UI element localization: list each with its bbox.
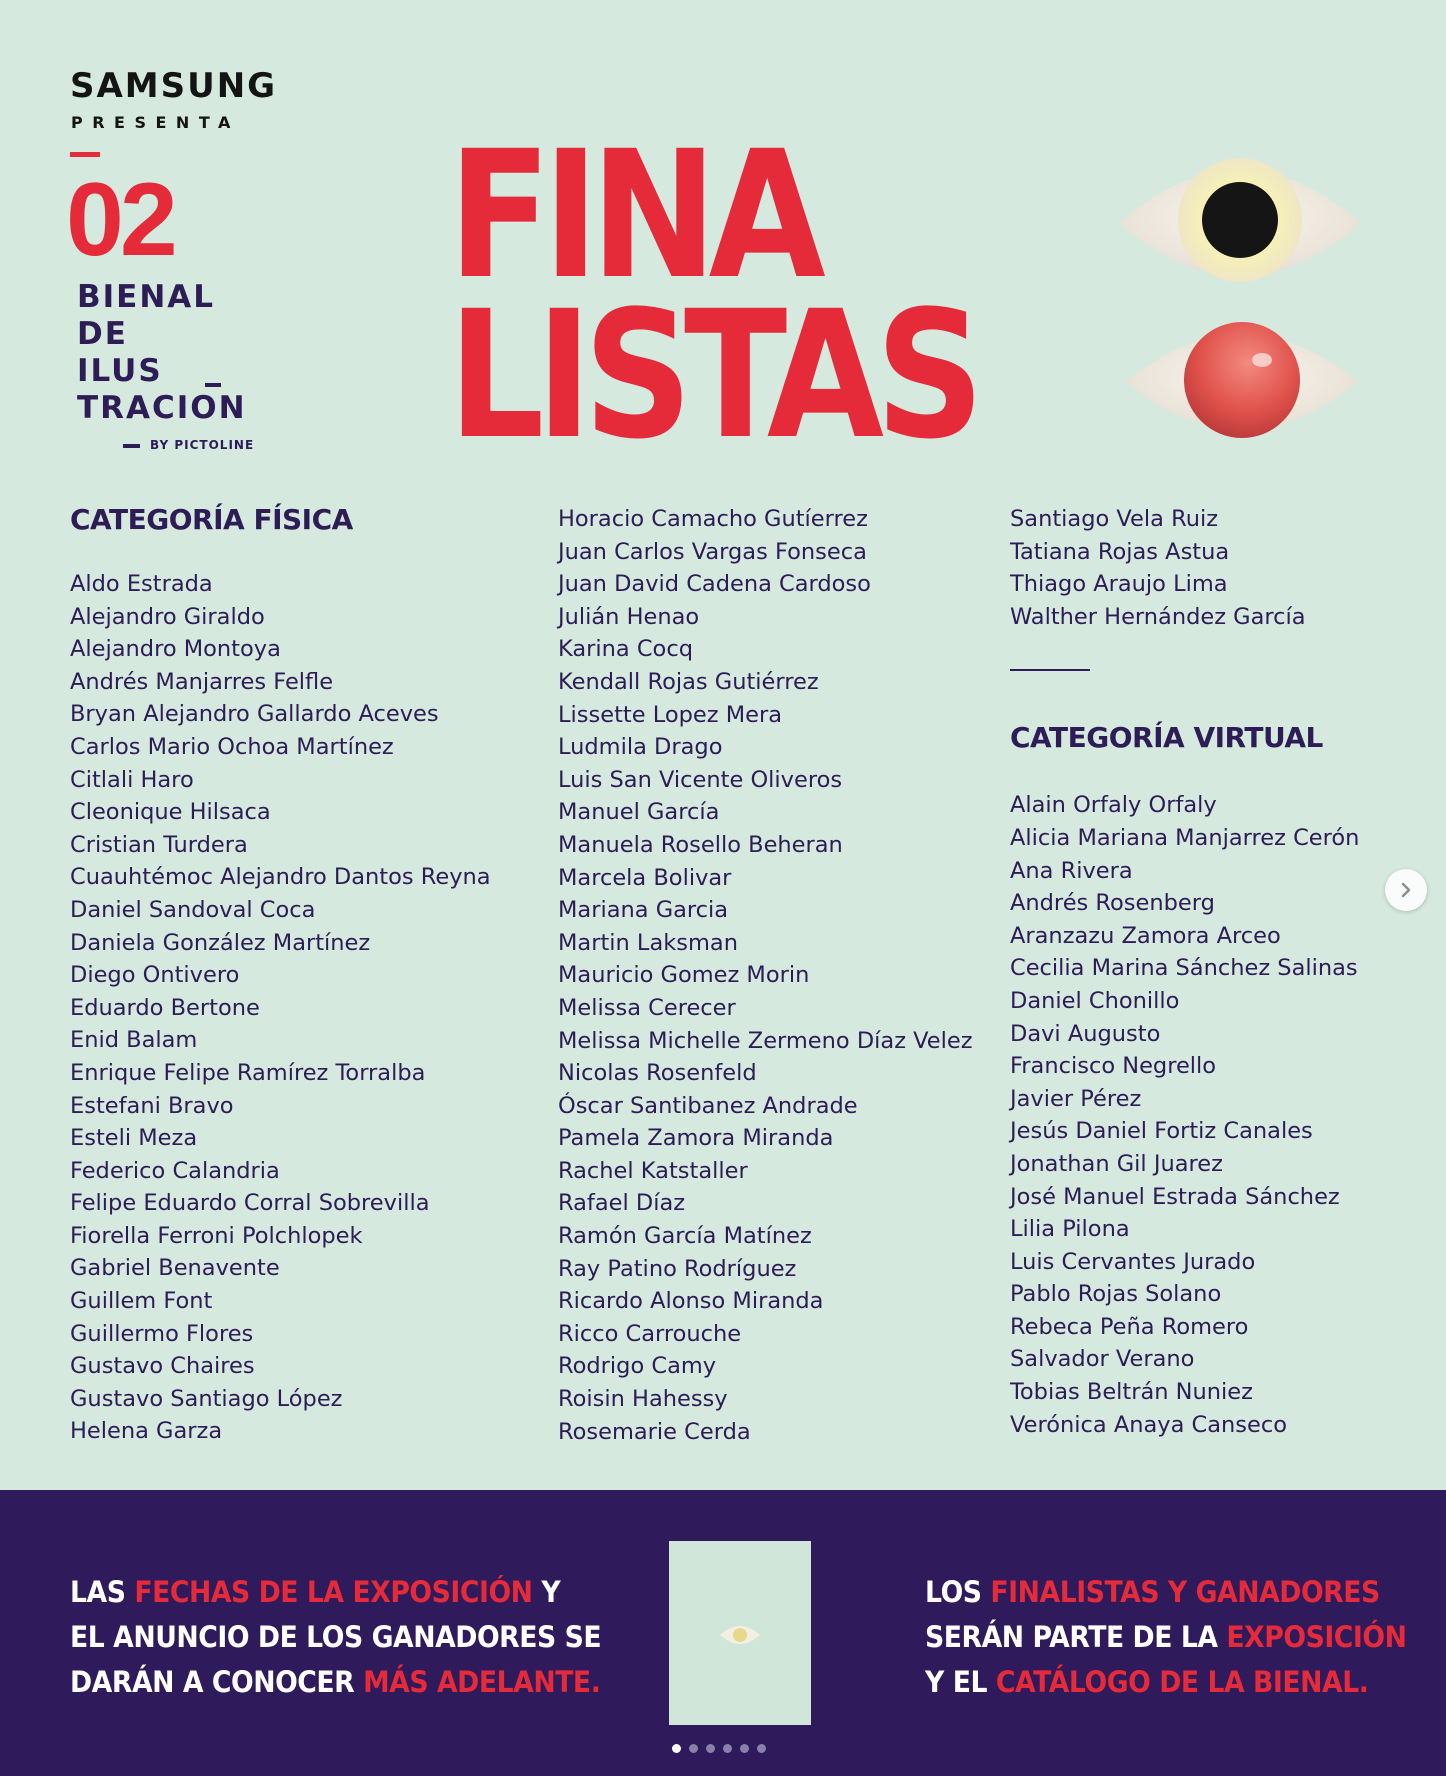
- banner-note-left: [70, 1570, 601, 1705]
- finalist-name: Ray Patino Rodríguez: [558, 1255, 797, 1282]
- banner-text: Y: [532, 1575, 561, 1609]
- edition-number: 02: [66, 162, 174, 278]
- finalist-name: Cristian Turdera: [70, 831, 248, 858]
- column-3: [1010, 503, 1359, 1441]
- finalist-name: Francisco Negrello: [1010, 1053, 1217, 1080]
- categoria-virtual-heading: CATEGORÍA VIRTUAL: [1010, 721, 1323, 755]
- bottom-banner: [0, 1490, 1446, 1776]
- red-eye-icon: [1122, 312, 1362, 452]
- finalist-name: Tatiana Rojas Astua: [1010, 538, 1230, 565]
- finalist-name: Luis San Vicente Oliveros: [558, 766, 843, 793]
- finalist-name: Melissa Cerecer: [558, 994, 736, 1021]
- navy-dash-decoration: [205, 383, 221, 387]
- finalist-name: Karina Cocq: [558, 636, 693, 663]
- finalist-name: Alain Orfaly Orfaly: [1010, 792, 1217, 819]
- finalist-name: Gustavo Chaires: [70, 1353, 255, 1380]
- banner-note-right: [925, 1570, 1406, 1705]
- finalist-name: Juan Carlos Vargas Fonseca: [558, 538, 867, 565]
- column-fisica-1: [70, 503, 491, 1448]
- title-line-2: LISTAS: [448, 273, 976, 478]
- column-fisica-2: [558, 503, 973, 1448]
- presenta-label: PRESENTA: [71, 113, 240, 132]
- finalist-name: Esteli Meza: [70, 1125, 198, 1152]
- carousel-dot[interactable]: [672, 1744, 681, 1753]
- finalist-name: Walther Hernández García: [1010, 603, 1306, 630]
- finalist-name: Jonathan Gil Juarez: [1010, 1150, 1223, 1177]
- finalist-name: Tobias Beltrán Nuniez: [1010, 1379, 1253, 1406]
- bienal-logo-text: [77, 279, 247, 427]
- finalist-name: Rachel Katstaller: [558, 1157, 748, 1184]
- banner-highlight: CATÁLOGO DE LA BIENAL.: [995, 1665, 1369, 1699]
- finalist-name: Horacio Camacho Gutíerrez: [558, 506, 868, 532]
- finalist-name: Enrique Felipe Ramírez Torralba: [70, 1059, 426, 1086]
- eye-icon: [719, 1623, 761, 1647]
- finalist-name: Andrés Manjarres Felfle: [70, 668, 334, 695]
- banner-highlight: EXPOSICIÓN: [1226, 1620, 1407, 1654]
- page-title: [448, 113, 976, 478]
- finalist-name: Felipe Eduardo Corral Sobrevilla: [70, 1190, 430, 1217]
- finalist-name: Juan David Cadena Cardoso: [558, 571, 871, 598]
- finalist-name: Javier Pérez: [1010, 1085, 1142, 1112]
- finalist-name: José Manuel Estrada Sánchez: [1010, 1183, 1340, 1210]
- finalist-name: Kendall Rojas Gutiérrez: [558, 668, 819, 695]
- eye-icon: [1115, 148, 1365, 294]
- finalist-name: Lilia Pilona: [1010, 1216, 1130, 1243]
- carousel-dot[interactable]: [689, 1744, 698, 1753]
- finalist-name: Mauricio Gomez Morin: [558, 962, 810, 989]
- finalist-name: Ricco Carrouche: [558, 1320, 742, 1347]
- banner-text: DARÁN A CONOCER: [70, 1665, 364, 1699]
- finalist-name: Ludmila Drago: [558, 734, 723, 761]
- thumbnail-card: [669, 1541, 811, 1725]
- finalist-name: Salvador Verano: [1010, 1346, 1195, 1373]
- finalist-name: Pamela Zamora Miranda: [558, 1125, 834, 1152]
- finalist-name: Pablo Rojas Solano: [1010, 1281, 1222, 1308]
- finalist-name: Mariana Garcia: [558, 897, 729, 924]
- finalist-name: Roisin Hahessy: [558, 1386, 728, 1413]
- banner-text: LAS: [70, 1575, 135, 1609]
- banner-text: LOS: [925, 1575, 991, 1609]
- finalist-name: Martin Laksman: [558, 929, 738, 956]
- title-line-1: FINA: [448, 113, 818, 318]
- finalist-name: Ramón García Matínez: [558, 1223, 812, 1250]
- finalist-list-fisica-1: [70, 568, 491, 1448]
- finalist-name: Rafael Díaz: [558, 1190, 686, 1217]
- samsung-logo: SAMSUNG: [70, 66, 278, 106]
- finalist-name: Nicolas Rosenfeld: [558, 1060, 757, 1087]
- finalist-name: Gabriel Benavente: [70, 1255, 280, 1282]
- finalist-name: Lissette Lopez Mera: [558, 701, 783, 728]
- carousel-dot[interactable]: [706, 1744, 715, 1753]
- finalist-name: Melissa Michelle Zermeno Díaz Velez: [558, 1027, 973, 1054]
- finalist-name: Luis Cervantes Jurado: [1010, 1248, 1256, 1275]
- by-pictoline-label: BY PICTOLINE: [150, 438, 255, 452]
- chevron-right-icon: [1398, 882, 1414, 898]
- categoria-fisica-heading: CATEGORÍA FÍSICA: [70, 503, 353, 536]
- finalist-name: Gustavo Santiago López: [70, 1385, 343, 1412]
- finalist-name: Bryan Alejandro Gallardo Aceves: [70, 701, 439, 728]
- finalist-name: Julián Henao: [558, 603, 700, 630]
- finalist-name: Manuel García: [558, 799, 720, 826]
- red-dash-decoration: [70, 152, 100, 157]
- section-divider: [1010, 669, 1090, 671]
- finalist-list-virtual: [1010, 789, 1359, 1441]
- finalist-name: Daniela González Martínez: [70, 929, 371, 956]
- carousel-dot[interactable]: [740, 1744, 749, 1753]
- finalist-name: Andrés Rosenberg: [1010, 890, 1215, 917]
- finalist-name: Cecilia Marina Sánchez Salinas: [1010, 955, 1358, 982]
- finalist-name: Rodrigo Camy: [558, 1353, 717, 1380]
- finalist-name: Daniel Sandoval Coca: [70, 896, 316, 923]
- finalist-name: Alicia Mariana Manjarrez Cerón: [1010, 824, 1360, 851]
- finalist-name: Alejandro Giraldo: [70, 603, 265, 630]
- finalist-name: Enid Balam: [70, 1027, 198, 1054]
- finalist-name: Helena Garza: [70, 1418, 223, 1445]
- banner-text: EL ANUNCIO DE LOS GANADORES SE: [70, 1620, 602, 1654]
- finalist-name: Fiorella Ferroni Polchlopek: [70, 1222, 363, 1249]
- finalist-name: Jesús Daniel Fortiz Canales: [1010, 1118, 1313, 1145]
- finalist-name: Aranzazu Zamora Arceo: [1010, 922, 1281, 949]
- banner-highlight: MÁS ADELANTE.: [363, 1665, 601, 1699]
- finalist-list-fisica-2: [558, 503, 973, 1448]
- carousel-dot[interactable]: [723, 1744, 732, 1753]
- finalist-name: Davi Augusto: [1010, 1020, 1161, 1047]
- finalist-name: Cuauhtémoc Alejandro Dantos Reyna: [70, 864, 491, 891]
- bienal-line: BIENAL: [77, 279, 216, 315]
- bienal-line: TRACION: [77, 390, 247, 426]
- finalist-name: Rebeca Peña Romero: [1010, 1313, 1249, 1340]
- finalist-name: Marcela Bolivar: [558, 864, 732, 891]
- banner-text: SERÁN PARTE DE LA: [925, 1620, 1227, 1654]
- finalist-name: Citlali Haro: [70, 766, 194, 793]
- finalist-name: Manuela Rosello Beheran: [558, 831, 843, 858]
- finalist-name: Diego Ontivero: [70, 962, 240, 989]
- bienal-line: DE: [77, 316, 128, 352]
- finalist-name: Alejandro Montoya: [70, 636, 281, 663]
- finalist-name: Eduardo Bertone: [70, 994, 260, 1021]
- finalist-name: Ricardo Alonso Miranda: [558, 1288, 824, 1315]
- finalist-name: Santiago Vela Ruiz: [1010, 506, 1219, 532]
- finalist-name: Estefani Bravo: [70, 1092, 234, 1119]
- banner-highlight: FINALISTAS Y GANADORES: [990, 1575, 1380, 1609]
- finalist-name: Rosemarie Cerda: [558, 1418, 751, 1445]
- finalist-name: Daniel Chonillo: [1010, 987, 1180, 1014]
- bienal-line: ILUS: [77, 353, 163, 389]
- finalist-name: Óscar Santibanez Andrade: [558, 1092, 858, 1119]
- banner-highlight: FECHAS DE LA EXPOSICIÓN: [134, 1575, 533, 1609]
- banner-text: Y EL: [925, 1665, 996, 1699]
- finalist-name: Guillem Font: [70, 1288, 213, 1315]
- finalist-name: Guillermo Flores: [70, 1320, 254, 1347]
- finalist-name: Carlos Mario Ochoa Martínez: [70, 733, 394, 760]
- finalist-name: Cleonique Hilsaca: [70, 799, 271, 826]
- finalist-name: Thiago Araujo Lima: [1010, 571, 1228, 598]
- next-slide-button[interactable]: [1385, 869, 1427, 911]
- navy-dash-decoration: [123, 444, 140, 448]
- finalist-name: Aldo Estrada: [70, 571, 213, 597]
- finalist-name: Ana Rivera: [1010, 857, 1133, 884]
- finalist-name: Federico Calandria: [70, 1157, 280, 1184]
- carousel-dot[interactable]: [757, 1744, 766, 1753]
- finalist-name: Verónica Anaya Canseco: [1010, 1411, 1287, 1438]
- carousel-dots: [672, 1744, 766, 1753]
- finalist-list-fisica-3: [1010, 503, 1359, 633]
